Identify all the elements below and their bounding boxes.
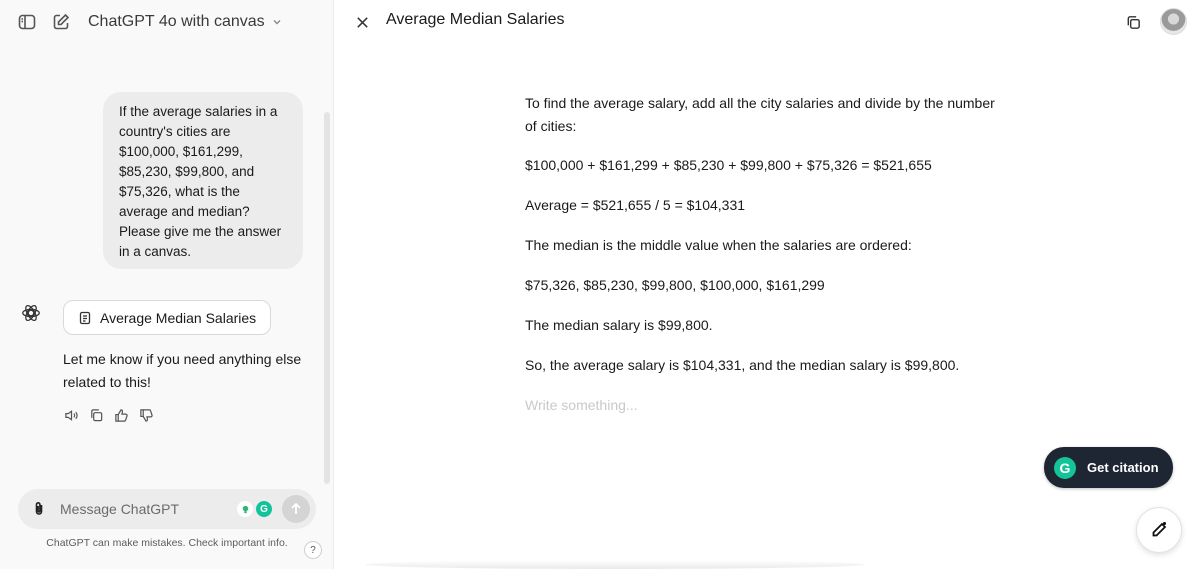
doc-line: Average = $521,655 / 5 = $104,331 <box>525 197 746 213</box>
paperclip-icon[interactable] <box>30 500 48 518</box>
doc-line: So, the average salary is $104,331, and the median salary is $99,800. <box>525 357 960 373</box>
grammarly-logo: G <box>1054 457 1076 479</box>
document-icon <box>78 311 92 325</box>
message-composer[interactable] <box>18 489 316 529</box>
help-button[interactable]: ? <box>304 541 322 559</box>
doc-line: The median is the middle value when the salaries are ordered: <box>525 237 912 253</box>
disclaimer-text: ChatGPT can make mistakes. Check important info. <box>46 537 288 549</box>
doc-line: To find the average salary, add all the city salaries and divide by the number of cities: <box>525 95 995 134</box>
user-message: If the average salaries in a country's cities are $100,000, $161,299, $85,230, $99,800, and $75,326, what is the average and median? Please give me the answer in a canvas. <box>103 92 303 269</box>
get-citation-label: Get citation <box>1087 460 1159 475</box>
model-name: ChatGPT 4o with canvas <box>88 13 265 30</box>
assistant-reply: Let me know if you need anything else related to this! <box>63 351 302 390</box>
model-selector[interactable] <box>88 13 283 31</box>
thumbs-up-icon[interactable] <box>113 406 129 424</box>
edit-pencil-icon <box>1149 520 1169 540</box>
chatgpt-logo-icon <box>20 302 42 324</box>
message-input[interactable]: Message ChatGPT <box>60 501 180 517</box>
canvas-panel <box>335 0 1200 569</box>
edit-button[interactable] <box>1136 507 1182 553</box>
read-aloud-icon[interactable] <box>63 406 79 424</box>
arrow-up-icon <box>289 502 303 516</box>
write-placeholder[interactable]: Write something... <box>525 397 638 413</box>
doc-line: The median salary is $99,800. <box>525 317 713 333</box>
new-chat-icon[interactable] <box>48 9 74 35</box>
canvas-chip-label: Average Median Salaries <box>100 309 257 326</box>
chat-scrollbar[interactable] <box>324 112 330 484</box>
doc-line: $100,000 + $161,299 + $85,230 + $99,800 + $75,326 = $521,655 <box>525 157 932 173</box>
doc-line: $75,326, $85,230, $99,800, $100,000, $161,299 <box>525 277 825 293</box>
sidebar-toggle-icon[interactable] <box>14 9 40 35</box>
close-icon[interactable] <box>351 11 373 33</box>
avatar[interactable] <box>1160 8 1187 35</box>
get-citation-button[interactable] <box>1044 447 1173 488</box>
chevron-down-icon <box>271 16 283 28</box>
lightbulb-extension-icon[interactable] <box>237 501 253 517</box>
copy-icon[interactable] <box>1122 11 1144 33</box>
send-button[interactable] <box>282 495 310 523</box>
canvas-document-chip[interactable] <box>63 300 271 335</box>
chat-topbar <box>0 0 334 44</box>
thumbs-down-icon[interactable] <box>138 406 154 424</box>
canvas-title: Average Median Salaries <box>386 11 565 28</box>
bottom-fade <box>365 560 865 569</box>
copy-icon[interactable] <box>88 406 104 424</box>
message-actions <box>63 406 154 424</box>
composer-extensions <box>237 501 272 517</box>
chat-panel <box>0 0 334 569</box>
grammarly-icon[interactable]: G <box>256 501 272 517</box>
